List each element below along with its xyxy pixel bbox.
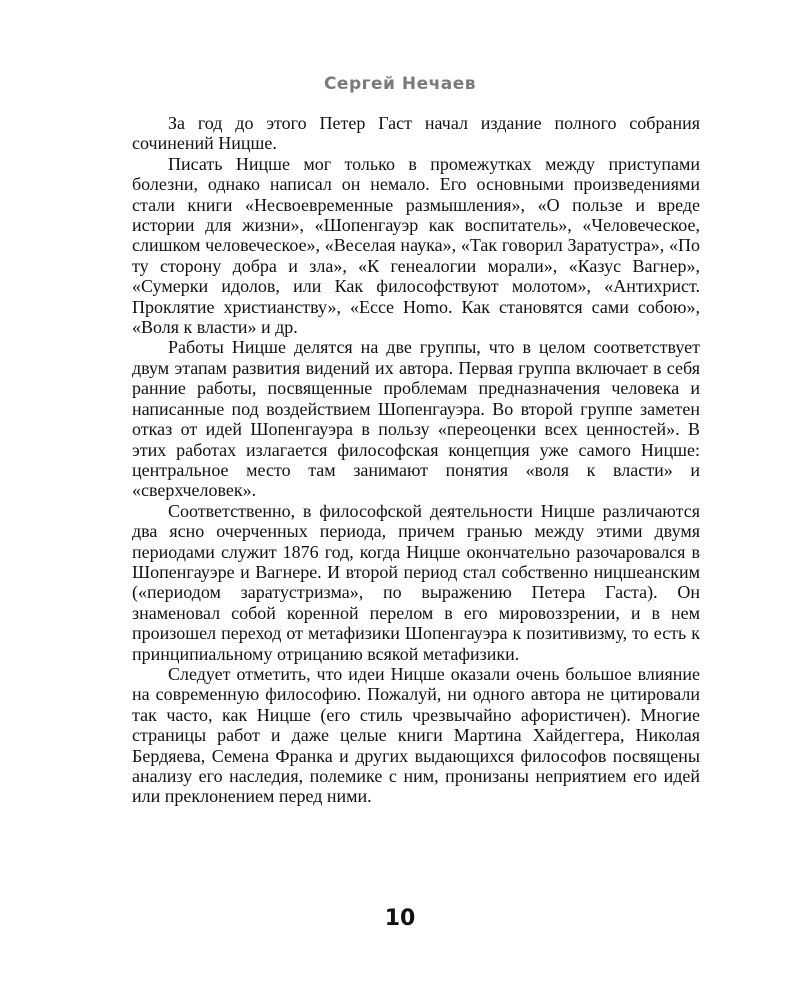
running-head-author: Сергей Нечаев: [323, 74, 477, 94]
page-number: 10: [384, 906, 416, 931]
paragraph-3: Работы Ницше делятся на две группы, что в целом соответствует двум этапам развития видений их автора. Первая группа включает в себя ранние работы, посвященные проблемам предназначения человека и написанные под воздействием Шопенгауэра. Во второй группе заметен отказ от идей Шопенгауэра в пользу «переоценки всех ценностей». В этих работах излагается философская концепция уже самого Ницше: центральное место там занимают понятия «воля к власти» и «сверхчеловек».: [132, 337, 700, 501]
paragraph-4: Соответственно, в философской деятельности Ницше различаются два ясно очерченных периода, причем гранью между этими двумя периодами служит 1876 год, когда Ницше окончательно разочаровался в Шопенгауэре и Вагнере. И второй период стал собственно ницшеанским («периодом заратустризма», по выражению Петера Гаста). Он знаменовал собой коренной перелом в его мировоззрении, и в нем произошел переход от метафизики Шопенгауэра к позитивизму, то есть к принципиальному отрицанию всякой метафизики.: [132, 500, 700, 664]
paragraph-1: За год до этого Петер Гаст начал издание полного собрания сочинений Ницше.: [132, 113, 700, 154]
paragraph-5: Следует отметить, что идеи Ницше оказали очень большое влияние на современную философию. Пожалуй, ни одного автора не цитировали так часто, как Ницше (его стиль чрезвычайно афористичен). Многие страницы работ и даже целые книги Мартина Хайдеггера, Николая Бердяева, Семена Франка и других выдающихся философов посвящены анализу его наследия, полемике с ним, пронизаны неприятием его идей или преклонением перед ними.: [132, 663, 700, 807]
paragraph-2: Писать Ницше мог только в промежутках между приступами болезни, однако написал он немало. Его основными произведениями стали книги «Несвоевременные размышления», «О пользе и вреде истории для жизни», «Шопенгауэр как воспитатель», «Человеческое, слишком человеческое», «Веселая наука», «Так говорил Заратустра», «По ту сторону добра и зла», «К генеалогии морали», «Казус Вагнер», «Сумерки идолов, или Как философствуют молотом», «Антихрист. Проклятие христианству», «Ecce Homo. Как становятся сами собою», «Воля к власти» и др.: [132, 153, 700, 338]
body-text: [132, 113, 700, 807]
